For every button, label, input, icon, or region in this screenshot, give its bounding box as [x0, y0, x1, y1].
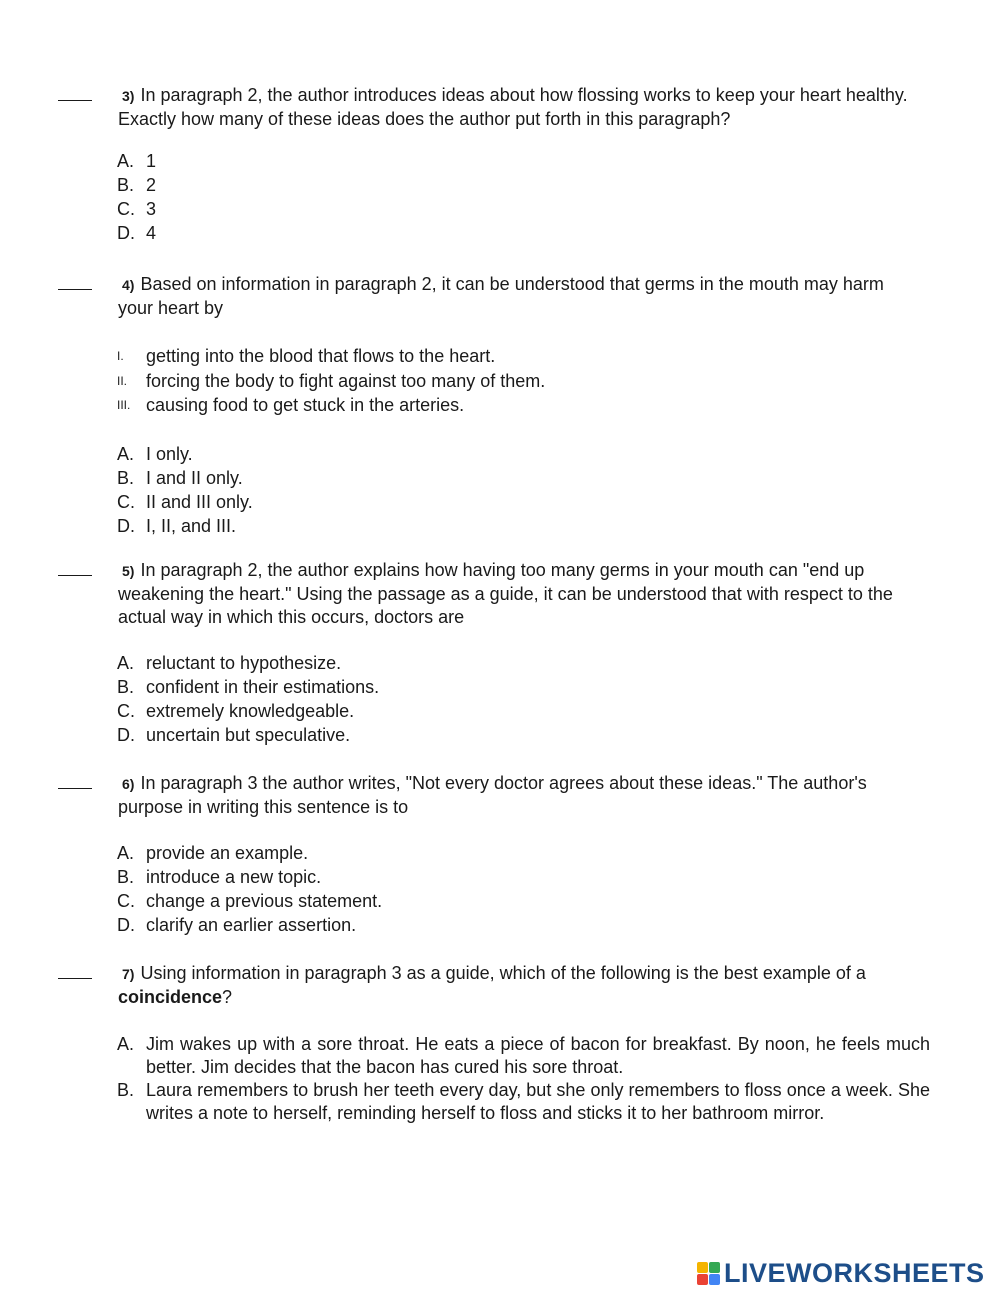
- roman-item: II. forcing the body to fight against too many of them.: [117, 370, 546, 391]
- option-b: B. 2: [117, 175, 157, 195]
- question-number: 7): [122, 966, 135, 982]
- option-c: C. 3: [117, 199, 157, 219]
- option-b: B. confident in their estimations.: [117, 677, 380, 697]
- answer-blank-3[interactable]: [88, 84, 122, 107]
- question-7: [88, 962, 930, 1125]
- option-b: B. introduce a new topic.: [117, 867, 322, 887]
- option-list: [88, 841, 918, 937]
- question-3-stem: [88, 84, 918, 131]
- option-d: D. I, II, and III.: [117, 515, 237, 536]
- question-text: In paragraph 2, the author explains how having too many germs in your mouth can "end up weakening the heart." Using the passage as a guide, it can be understood that with respect to the actual way in which this occurs, doctors are: [118, 560, 893, 627]
- logo-square: [709, 1274, 720, 1285]
- roman-item: I. getting into the blood that flows to the heart.: [117, 346, 496, 366]
- answer-blank-6[interactable]: [88, 772, 122, 795]
- logo-square: [697, 1262, 708, 1273]
- option-c: C. II and III only.: [117, 491, 253, 512]
- option-a: A. Jim wakes up with a sore throat. He eats a piece of bacon for breakfast. By noon, he feels much better. Jim decides that the bacon has cured his sore throat.: [117, 1034, 930, 1077]
- roman-list: [88, 344, 918, 418]
- answer-blank-5[interactable]: [88, 559, 122, 582]
- option-a: A. 1: [117, 151, 157, 171]
- question-text: In paragraph 2, the author introduces ideas about how flossing works to keep your heart healthy. Exactly how many of these ideas does the author put forth in this paragraph?: [118, 85, 908, 129]
- option-c: C. extremely knowledgeable.: [117, 701, 355, 721]
- option-list: [88, 442, 918, 538]
- logo-square: [697, 1274, 708, 1285]
- answer-blank-4[interactable]: [88, 273, 122, 296]
- question-4-stem: [88, 273, 918, 320]
- question-6-stem: [88, 772, 918, 819]
- option-a: A. I only.: [117, 443, 193, 464]
- question-5: [88, 559, 918, 747]
- question-7-stem: [88, 962, 918, 1009]
- option-list: [88, 651, 918, 747]
- option-b: B. Laura remembers to brush her teeth every day, but she only remembers to floss once a week. She writes a note to herself, reminding herself to floss and sticks it to her bathroom mirror.: [117, 1080, 930, 1123]
- question-number: 4): [122, 277, 135, 293]
- roman-item: III. causing food to get stuck in the arteries.: [117, 395, 465, 415]
- question-number: 3): [122, 88, 135, 104]
- logo-square: [709, 1262, 720, 1273]
- question-4: [88, 273, 918, 538]
- option-d: D. 4: [117, 223, 157, 243]
- logo-mark-icon: [697, 1262, 720, 1285]
- question-6: [88, 772, 918, 937]
- question-5-stem: [88, 559, 918, 629]
- option-d: D. clarify an earlier assertion.: [117, 915, 357, 935]
- keyword: coincidence: [118, 987, 223, 1007]
- question-text: In paragraph 3 the author writes, "Not every doctor agrees about these ideas." The author's purpose in writing this sentence is to: [118, 773, 867, 817]
- liveworksheets-logo: [697, 1258, 985, 1289]
- logo-text: LIVEWORKSHEETS: [724, 1258, 985, 1288]
- option-b: B. I and II only.: [117, 467, 243, 488]
- option-a: A. provide an example.: [117, 843, 309, 863]
- option-a: A. reluctant to hypothesize.: [117, 653, 342, 673]
- option-list: [88, 1033, 930, 1125]
- question-text: Using information in paragraph 3 as a guide, which of the following is the best example of a coincidence?: [118, 963, 866, 1007]
- answer-blank-7[interactable]: [88, 962, 122, 985]
- question-text: Based on information in paragraph 2, it can be understood that germs in the mouth may harm your heart by: [118, 274, 884, 318]
- question-number: 5): [122, 563, 135, 579]
- option-list: [88, 149, 918, 245]
- option-c: C. change a previous statement.: [117, 891, 383, 911]
- option-d: D. uncertain but speculative.: [117, 725, 351, 745]
- question-number: 6): [122, 776, 135, 792]
- question-3: [88, 84, 918, 245]
